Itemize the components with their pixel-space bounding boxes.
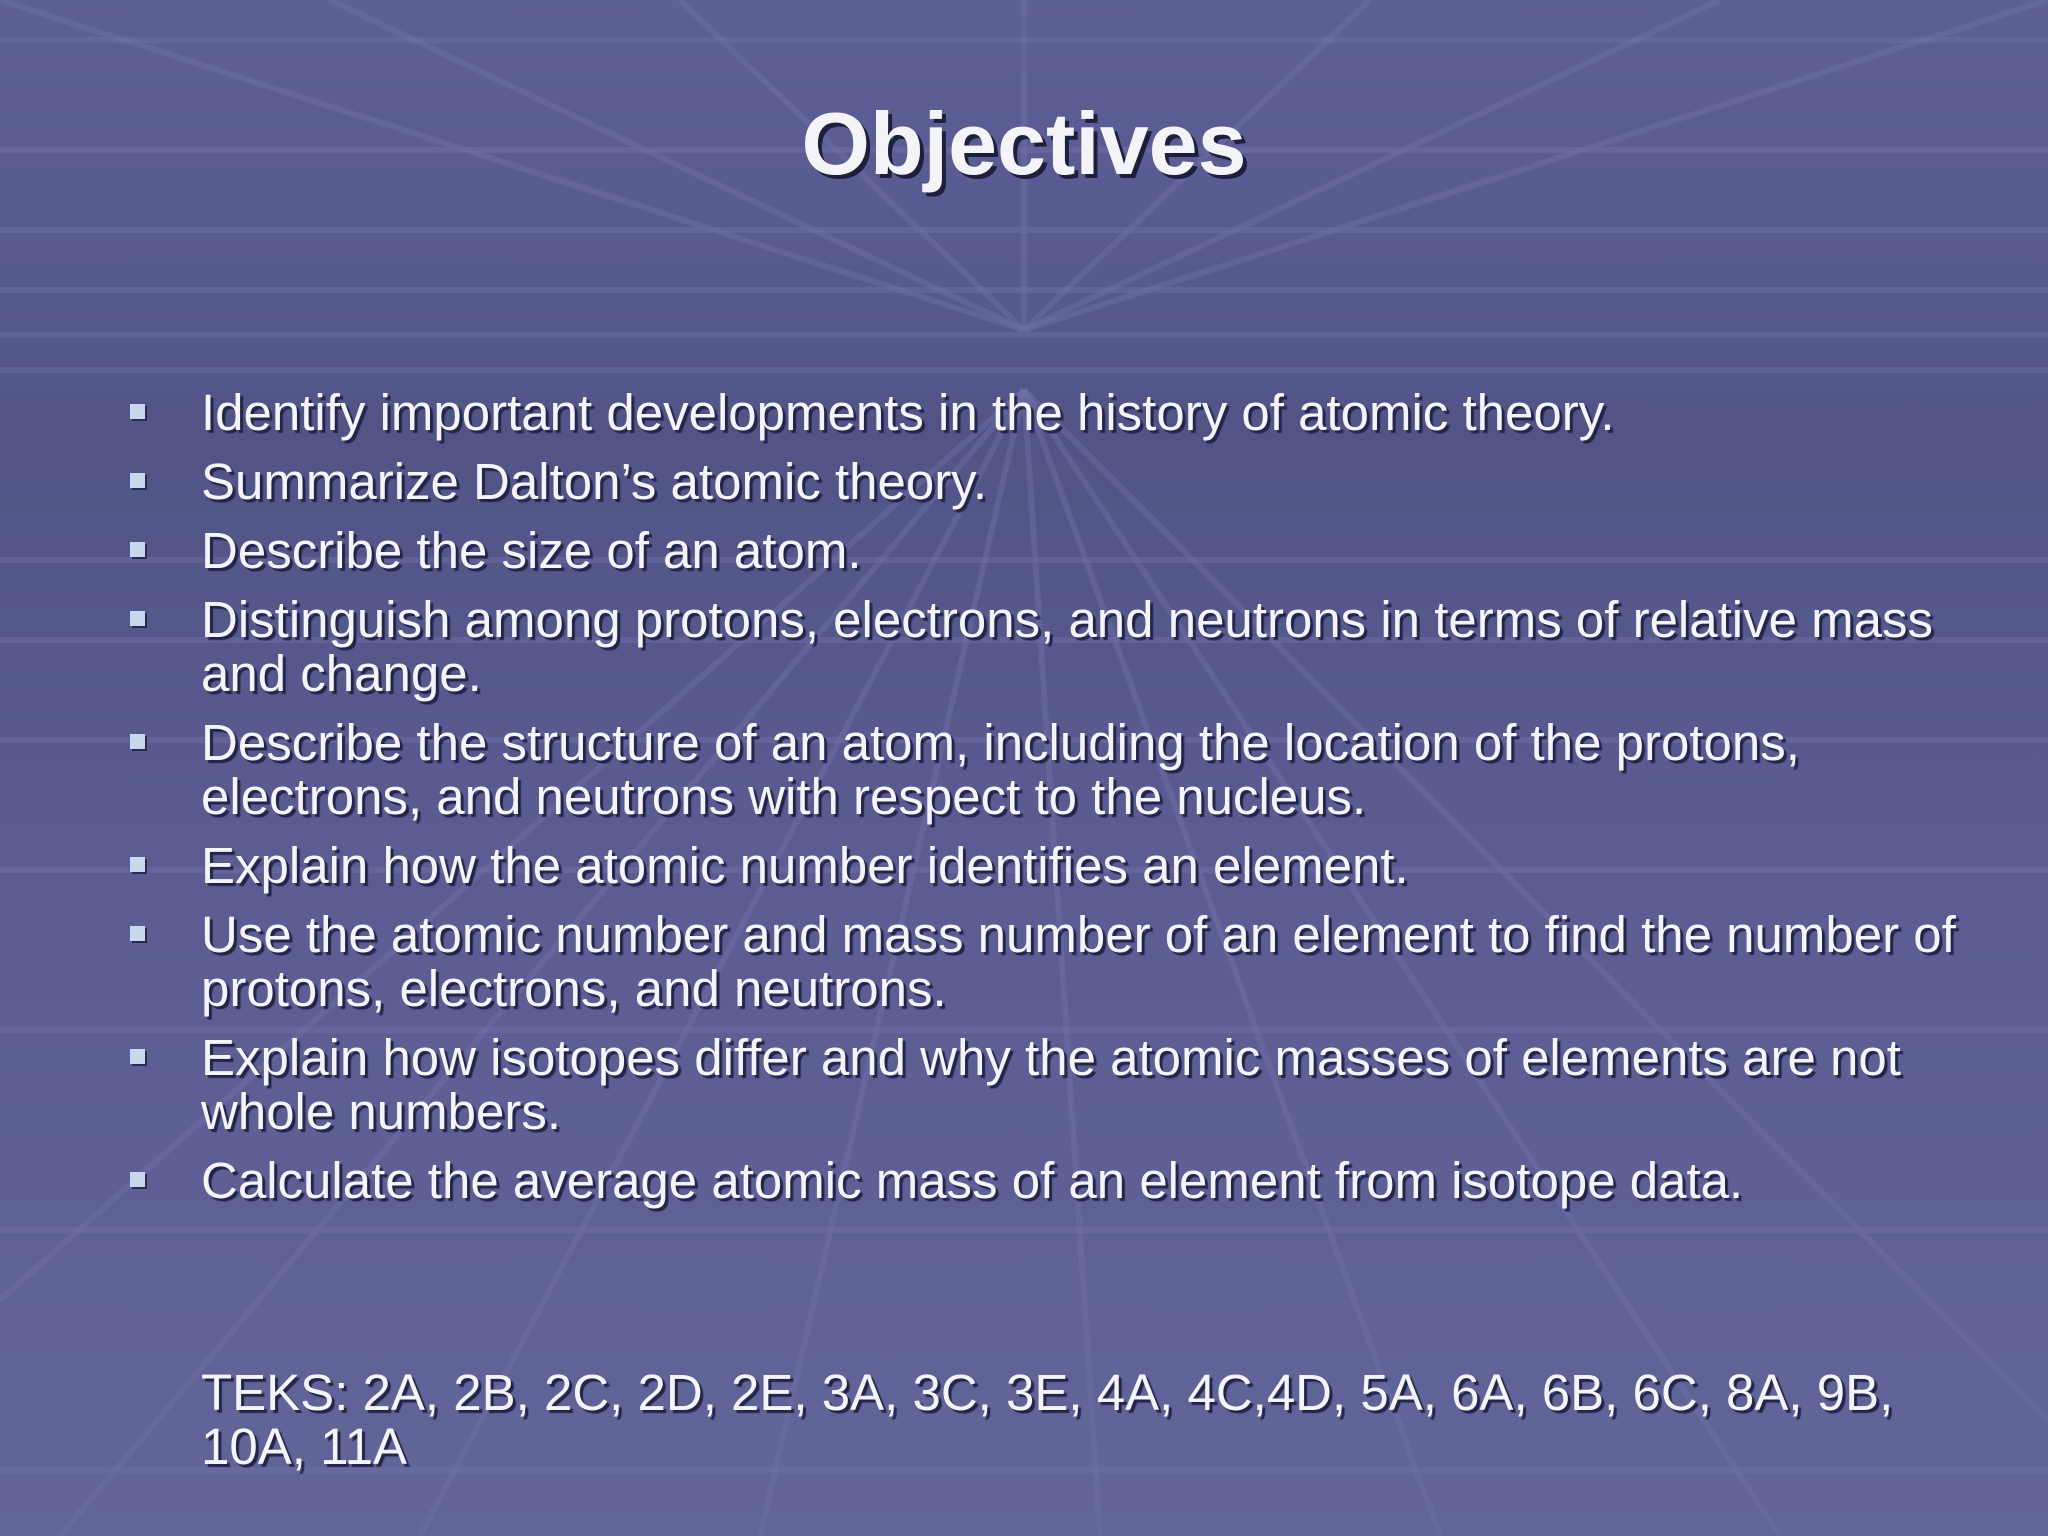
square-bullet-icon (130, 926, 145, 941)
list-item-text: Explain how the atomic number identifies an element. (201, 837, 1409, 894)
list-item-text: Distinguish among protons, electrons, and neutrons in terms of relative mass and change. (201, 591, 1934, 702)
square-bullet-icon (130, 734, 145, 749)
list-item (125, 839, 1965, 893)
list-item-text: Use the atomic number and mass number of an element to find the number of protons, electrons, and neutrons. (201, 906, 1956, 1017)
list-item (125, 908, 1965, 1016)
list-item-text: Describe the size of an atom. (201, 522, 862, 579)
list-item (125, 455, 1965, 509)
list-item (125, 1154, 1965, 1208)
square-bullet-icon (130, 542, 145, 557)
square-bullet-icon (130, 404, 145, 419)
list-item (125, 1031, 1965, 1139)
slide-title: Objectives (801, 94, 1247, 193)
list-item-text: Identify important developments in the history of atomic theory. (201, 384, 1615, 441)
list-item (125, 386, 1965, 440)
square-bullet-icon (130, 1172, 145, 1187)
list-item-text: Calculate the average atomic mass of an element from isotope data. (201, 1152, 1744, 1209)
objectives-list (125, 386, 1965, 1223)
square-bullet-icon (130, 1049, 145, 1064)
square-bullet-icon (130, 611, 145, 626)
square-bullet-icon (130, 857, 145, 872)
list-item-text: Summarize Dalton’s atomic theory. (201, 453, 988, 510)
list-item-text: Explain how isotopes differ and why the atomic masses of elements are not whole numbers. (201, 1029, 1901, 1140)
list-item (125, 524, 1965, 578)
teks-standards: TEKS: 2A, 2B, 2C, 2D, 2E, 3A, 3C, 3E, 4A, 4C,4D, 5A, 6A, 6B, 6C, 8A, 9B, 10A, 11A (201, 1364, 1894, 1475)
list-item-text: Describe the structure of an atom, including the location of the protons, electrons, and neutrons with respect to the nucleus. (201, 714, 1800, 825)
square-bullet-icon (130, 473, 145, 488)
list-item (125, 593, 1965, 701)
list-item (125, 716, 1965, 824)
